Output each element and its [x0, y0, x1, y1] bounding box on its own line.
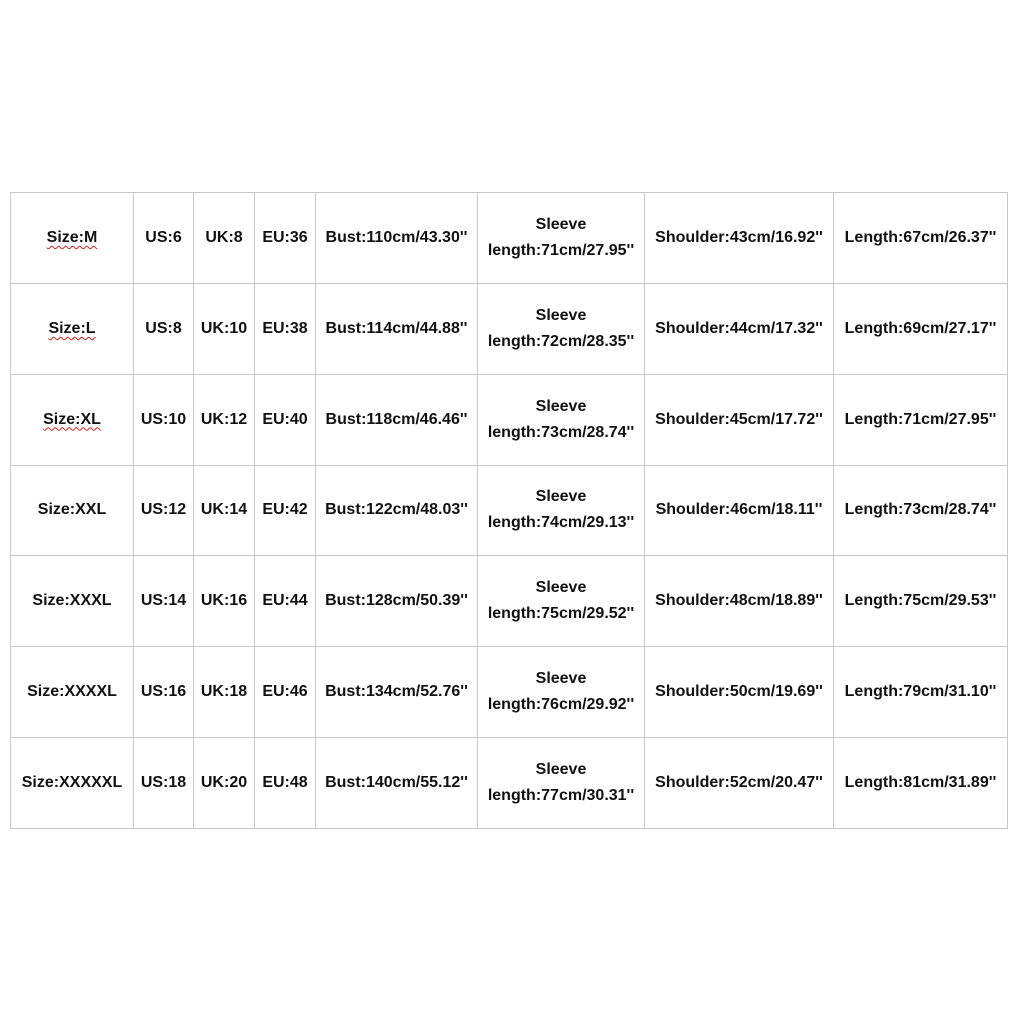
- sleeve-label: Sleeve: [535, 579, 587, 597]
- size-cell: [11, 738, 134, 829]
- sleeve-label: Sleeve: [535, 306, 587, 324]
- eu-size-cell: EU:40: [255, 374, 316, 465]
- eu-size-cell: EU:46: [255, 647, 316, 738]
- bust-cell: Bust:114cm/44.88'': [316, 283, 478, 374]
- uk-size-cell: UK:18: [194, 647, 255, 738]
- sleeve-label: Sleeve: [535, 761, 587, 779]
- length-cell: Length:75cm/29.53'': [834, 556, 1008, 647]
- bust-cell: Bust:122cm/48.03'': [316, 465, 478, 556]
- eu-size-cell: EU:36: [255, 193, 316, 284]
- us-size-cell: US:6: [134, 193, 194, 284]
- table-row: [11, 374, 1008, 465]
- us-size-cell: US:16: [134, 647, 194, 738]
- us-size-cell: US:14: [134, 556, 194, 647]
- us-size-cell: US:12: [134, 465, 194, 556]
- length-cell: Length:71cm/27.95'': [834, 374, 1008, 465]
- sleeve-length-cell: [478, 647, 645, 738]
- bust-cell: Bust:134cm/52.76'': [316, 647, 478, 738]
- sleeve-label: Sleeve: [535, 397, 587, 415]
- sleeve-label: Sleeve: [535, 670, 587, 688]
- sleeve-length-cell: [478, 374, 645, 465]
- us-size-cell: US:18: [134, 738, 194, 829]
- size-chart-table: [10, 192, 1008, 829]
- size-cell: [11, 374, 134, 465]
- bust-cell: Bust:110cm/43.30'': [316, 193, 478, 284]
- shoulder-cell: Shoulder:52cm/20.47'': [645, 738, 834, 829]
- bust-cell: Bust:128cm/50.39'': [316, 556, 478, 647]
- table-row: [11, 465, 1008, 556]
- size-label: Size:XXXXXL: [21, 774, 123, 792]
- eu-size-cell: EU:42: [255, 465, 316, 556]
- length-cell: Length:79cm/31.10'': [834, 647, 1008, 738]
- table-row: [11, 556, 1008, 647]
- sleeve-label: Sleeve: [535, 488, 587, 506]
- sleeve-value: length:76cm/29.92'': [487, 696, 635, 714]
- table-row: [11, 738, 1008, 829]
- size-label: Size:L: [48, 319, 96, 337]
- shoulder-cell: Shoulder:48cm/18.89'': [645, 556, 834, 647]
- table-row: [11, 193, 1008, 284]
- shoulder-cell: Shoulder:46cm/18.11'': [645, 465, 834, 556]
- sleeve-label: Sleeve: [535, 215, 587, 233]
- shoulder-cell: Shoulder:45cm/17.72'': [645, 374, 834, 465]
- size-label: Size:XXXL: [32, 592, 112, 610]
- size-label: Size:XXL: [37, 501, 107, 519]
- sleeve-length-cell: [478, 738, 645, 829]
- bust-cell: Bust:118cm/46.46'': [316, 374, 478, 465]
- uk-size-cell: UK:16: [194, 556, 255, 647]
- uk-size-cell: UK:12: [194, 374, 255, 465]
- size-label: Size:XXXXL: [27, 683, 117, 701]
- size-label: Size:XL: [43, 410, 101, 428]
- sleeve-value: length:72cm/28.35'': [487, 332, 635, 350]
- sleeve-length-cell: [478, 465, 645, 556]
- us-size-cell: US:8: [134, 283, 194, 374]
- size-cell: [11, 647, 134, 738]
- uk-size-cell: UK:20: [194, 738, 255, 829]
- size-chart-body: [11, 193, 1008, 829]
- size-cell: [11, 465, 134, 556]
- length-cell: Length:81cm/31.89'': [834, 738, 1008, 829]
- size-label: Size:M: [46, 228, 98, 246]
- shoulder-cell: Shoulder:43cm/16.92'': [645, 193, 834, 284]
- uk-size-cell: UK:10: [194, 283, 255, 374]
- sleeve-value: length:74cm/29.13'': [487, 514, 635, 532]
- size-cell: [11, 283, 134, 374]
- uk-size-cell: UK:14: [194, 465, 255, 556]
- size-cell: [11, 193, 134, 284]
- length-cell: Length:67cm/26.37'': [834, 193, 1008, 284]
- table-row: [11, 283, 1008, 374]
- eu-size-cell: EU:38: [255, 283, 316, 374]
- sleeve-value: length:71cm/27.95'': [487, 241, 635, 259]
- sleeve-length-cell: [478, 283, 645, 374]
- sleeve-value: length:73cm/28.74'': [487, 423, 635, 441]
- shoulder-cell: Shoulder:44cm/17.32'': [645, 283, 834, 374]
- sleeve-length-cell: [478, 193, 645, 284]
- eu-size-cell: EU:48: [255, 738, 316, 829]
- sleeve-value: length:77cm/30.31'': [487, 787, 635, 805]
- uk-size-cell: UK:8: [194, 193, 255, 284]
- bust-cell: Bust:140cm/55.12'': [316, 738, 478, 829]
- size-cell: [11, 556, 134, 647]
- table-row: [11, 647, 1008, 738]
- length-cell: Length:73cm/28.74'': [834, 465, 1008, 556]
- shoulder-cell: Shoulder:50cm/19.69'': [645, 647, 834, 738]
- sleeve-value: length:75cm/29.52'': [487, 605, 635, 623]
- sleeve-length-cell: [478, 556, 645, 647]
- length-cell: Length:69cm/27.17'': [834, 283, 1008, 374]
- eu-size-cell: EU:44: [255, 556, 316, 647]
- us-size-cell: US:10: [134, 374, 194, 465]
